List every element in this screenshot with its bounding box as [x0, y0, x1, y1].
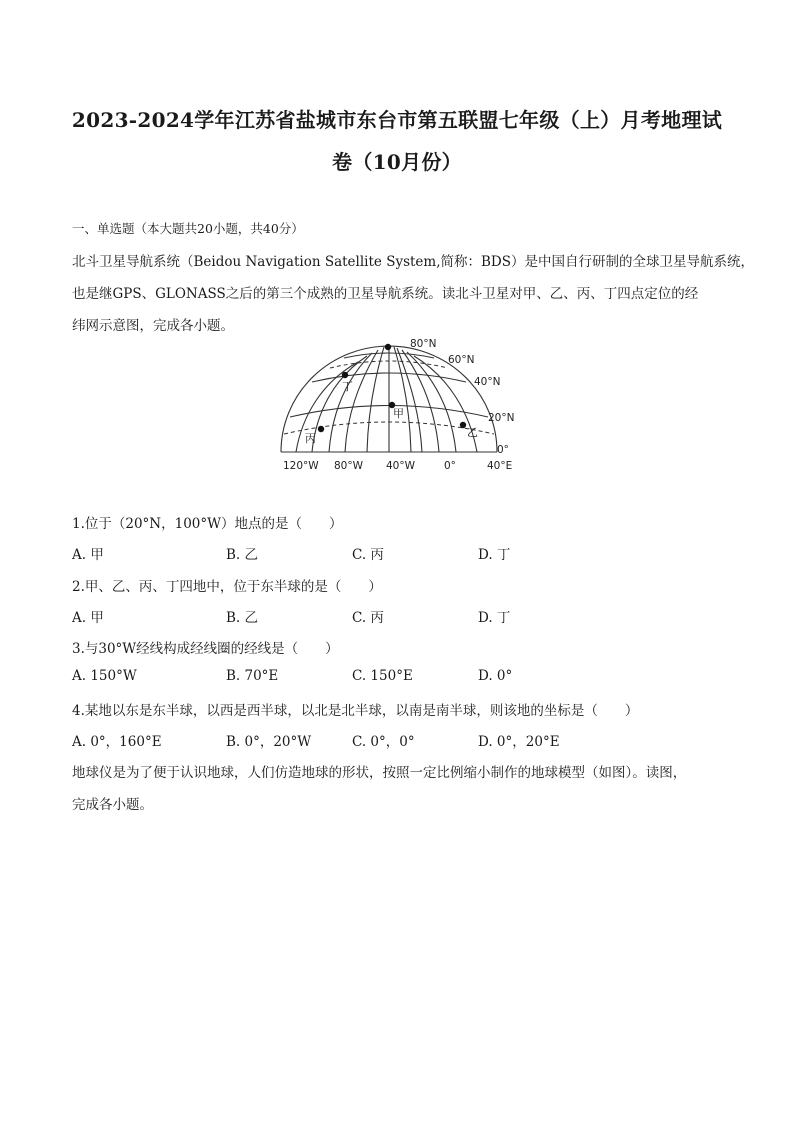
lat-label-60n: 60°N — [448, 354, 475, 366]
question-3-stem: 3.与30°W经线构成经线圈的经线是（ ） — [72, 641, 339, 657]
lat-label-0: 0° — [497, 444, 509, 456]
point-label-bing: 丙 — [305, 432, 316, 445]
point-label-jia: 甲 — [393, 407, 404, 420]
q2-option-c[interactable]: C. 丙 — [352, 610, 384, 626]
lat-label-40n: 40°N — [474, 376, 501, 388]
intro1-line2: 也是继GPS、GLONASS之后的第三个成熟的卫星导航系统。读北斗卫星对甲、乙、丙、丁四点定位的经 — [72, 286, 699, 302]
intro2-line2: 完成各小题。 — [72, 797, 153, 813]
q4-option-d[interactable]: D. 0°，20°E — [478, 734, 560, 750]
q3-option-d[interactable]: D. 0° — [478, 668, 513, 684]
q3-option-b[interactable]: B. 70°E — [226, 668, 279, 684]
intro2-line1: 地球仪是为了便于认识地球，人们仿造地球的形状，按照一定比例缩小制作的地球模型（如图）。读图， — [72, 765, 687, 781]
q1-option-b[interactable]: B. 乙 — [226, 547, 259, 563]
q1-option-d[interactable]: D. 丁 — [478, 547, 511, 563]
q3-option-c[interactable]: C. 150°E — [352, 668, 413, 684]
q4-option-b[interactable]: B. 0°，20°W — [226, 734, 312, 750]
q2-option-b[interactable]: B. 乙 — [226, 610, 259, 626]
question-1-stem: 1.位于（20°N，100°W）地点的是（ ） — [72, 516, 343, 532]
question-4-stem: 4.某地以东是东半球，以西是西半球，以北是北半球，以南是南半球，则该地的坐标是（ ） — [72, 703, 639, 719]
graticule-diagram — [272, 334, 522, 474]
page-title-line2: 卷（10月份） — [332, 150, 462, 174]
q2-option-a[interactable]: A. 甲 — [72, 610, 104, 626]
intro1-line1: 北斗卫星导航系统（Beidou Navigation Satellite System,简称：BDS）是中国自行研制的全球卫星导航系统， — [72, 254, 755, 270]
point-label-ding: 丁 — [342, 380, 353, 393]
lon-label-40w: 40°W — [386, 460, 415, 472]
lat-label-80n: 80°N — [410, 338, 437, 350]
q1-option-c[interactable]: C. 丙 — [352, 547, 384, 563]
question-2-stem: 2.甲、乙、丙、丁四地中，位于东半球的是（ ） — [72, 579, 382, 595]
section-header: 一、单选题（本大题共20小题，共40分） — [72, 221, 304, 236]
lon-label-80w: 80°W — [334, 460, 363, 472]
q4-option-c[interactable]: C. 0°，0° — [352, 734, 415, 750]
q4-option-a[interactable]: A. 0°，160°E — [72, 734, 162, 750]
lat-label-20n: 20°N — [488, 412, 515, 424]
q2-option-d[interactable]: D. 丁 — [478, 610, 511, 626]
lon-label-40e: 40°E — [487, 460, 513, 472]
q3-option-a[interactable]: A. 150°W — [72, 668, 137, 684]
q1-option-a[interactable]: A. 甲 — [72, 547, 104, 563]
page-title-line1: 2023-2024学年江苏省盐城市东台市第五联盟七年级（上）月考地理试 — [71, 108, 723, 132]
point-label-yi: 乙 — [467, 426, 478, 439]
lon-label-120w: 120°W — [283, 460, 319, 472]
lon-label-0: 0° — [444, 460, 456, 472]
intro1-line3: 纬网示意图，完成各小题。 — [72, 318, 234, 334]
